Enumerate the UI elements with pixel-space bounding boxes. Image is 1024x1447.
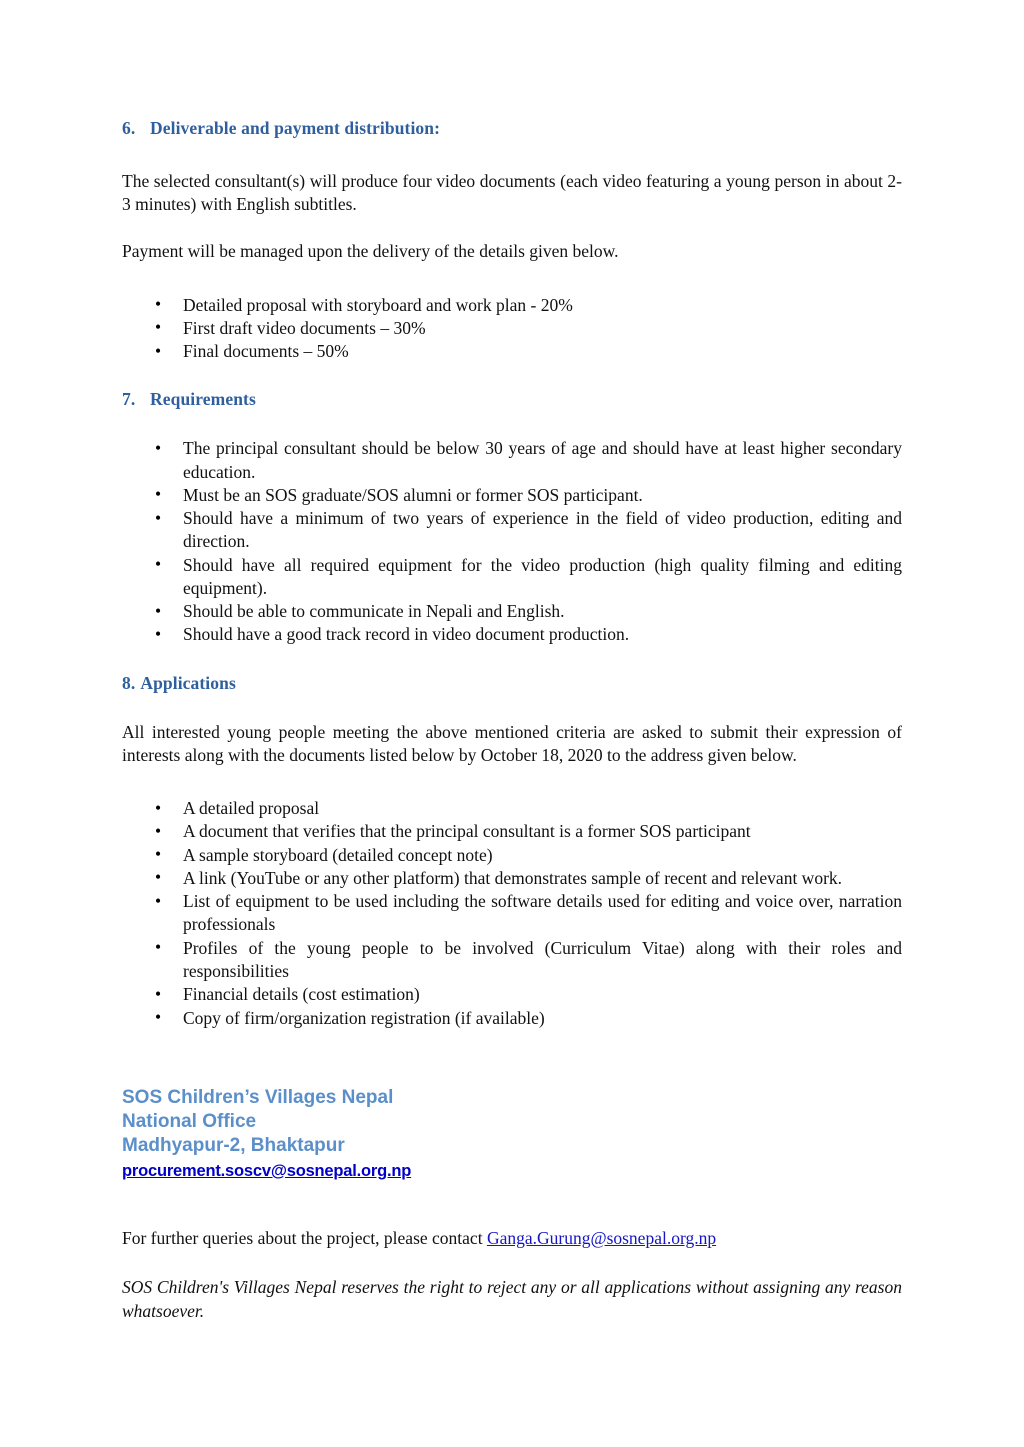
disclaimer-paragraph: SOS Children's Villages Nepal reserves the right to reject any or all applications without assigning any reason whatsoever. — [122, 1277, 902, 1321]
applications-paragraph-1: All interested young people meeting the above mentioned criteria are asked to submit their expression of interests along with the documents listed below by October 18, 2020 to the address given below. — [122, 721, 902, 765]
address-organization: SOS Children’s Villages Nepal — [122, 1086, 394, 1108]
spacer — [122, 1030, 902, 1086]
spacer — [122, 140, 902, 170]
ganga-gurung-email-link[interactable]: Ganga.Gurung@sosnepal.org.np — [486, 1228, 717, 1249]
list-item: • Should be able to communicate in Nepali and English. — [122, 600, 902, 623]
spacer — [122, 363, 902, 389]
list-item: • Should have all required equipment for the video production (high quality filming and editing equipment). — [122, 554, 902, 601]
list-item: • Must be an SOS graduate/SOS alumni or former SOS participant. — [122, 484, 902, 507]
heading-applications — [122, 673, 902, 695]
contact-prefix-text: For further queries about the project, please contact — [122, 1228, 487, 1249]
list-item: • A detailed proposal — [122, 797, 902, 820]
contact-line — [122, 1227, 902, 1250]
spacer — [122, 767, 902, 797]
heading-text-7: Requirements — [150, 389, 256, 410]
list-item: • Should have a minimum of two years of experience in the field of video production, editing and direction. — [122, 507, 902, 554]
spacer — [122, 1183, 902, 1227]
procurement-email-link[interactable]: procurement.soscv@sosnepal.org.np — [122, 1161, 412, 1180]
list-item: • Should have a good track record in video document production. — [122, 623, 902, 646]
heading-text-6: Deliverable and payment distribution: — [150, 118, 441, 138]
list-item: • List of equipment to be used including the software details used for editing and voice over, narration professionals — [122, 890, 902, 937]
spacer — [122, 1250, 902, 1276]
deliverable-paragraph-2: Payment will be managed upon the delivery of the details given below. — [122, 241, 619, 262]
address-block — [122, 1086, 902, 1183]
deliverable-paragraph-1: The selected consultant(s) will produce four video documents (each video featuring a young person in about 2-3 minutes) with English subtitles. — [122, 170, 902, 215]
list-item: • The principal consultant should be below 30 years of age and should have at least higher secondary education. — [122, 437, 902, 484]
address-office: National Office — [122, 1111, 257, 1133]
list-item: • Profiles of the young people to be involved (Curriculum Vitae) along with their roles and responsibilities — [122, 937, 902, 984]
requirements-bullet-list — [122, 437, 902, 646]
document-content — [122, 118, 902, 1323]
heading-text-8: Applications — [140, 672, 236, 693]
list-item: • Detailed proposal with storyboard and work plan - 20% — [122, 294, 902, 317]
list-item: • Final documents – 50% — [122, 340, 902, 363]
heading-deliverable-and-payment-distribution — [122, 118, 902, 140]
list-item: • A link (YouTube or any other platform) that demonstrates sample of recent and relevant work. — [122, 867, 902, 890]
spacer — [122, 647, 902, 673]
heading-requirements — [122, 389, 902, 411]
heading-number-7: 7. — [122, 389, 136, 410]
applications-bullet-list — [122, 797, 902, 1030]
spacer — [122, 695, 902, 721]
list-item: • A document that verifies that the principal consultant is a former SOS participant — [122, 820, 902, 843]
address-location: Madhyapur-2, Bhaktapur — [122, 1135, 345, 1157]
heading-number-6: 6. — [122, 118, 136, 138]
deliverable-bullet-list — [122, 294, 902, 364]
spacer — [122, 216, 902, 240]
list-item: • Copy of firm/organization registration (if available) — [122, 1007, 902, 1030]
heading-number-8: 8. — [122, 672, 136, 693]
list-item: • Financial details (cost estimation) — [122, 983, 902, 1006]
list-item: • A sample storyboard (detailed concept note) — [122, 844, 902, 867]
spacer — [122, 411, 902, 437]
list-item: • First draft video documents – 30% — [122, 317, 902, 340]
spacer — [122, 264, 902, 294]
